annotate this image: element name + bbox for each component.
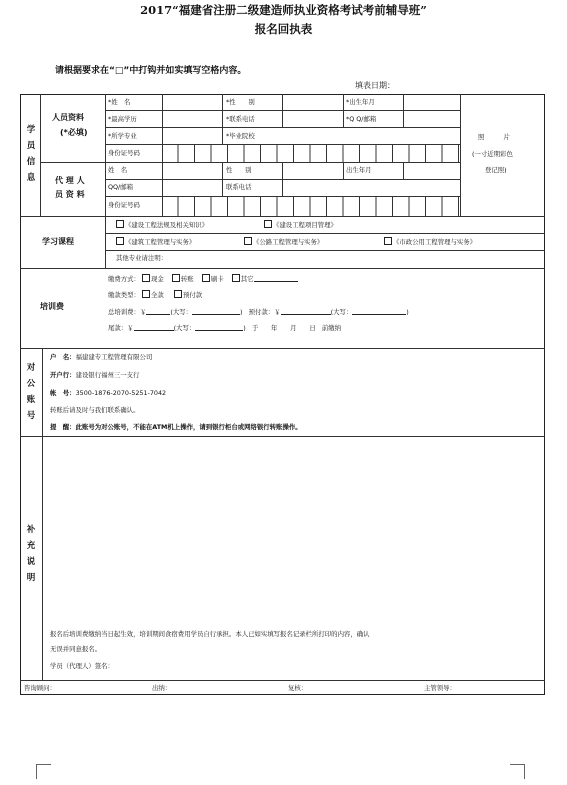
birth-label: *出生年月 [346, 98, 375, 106]
total-fee-row: 总培训费：￥ (大写： ) 预付款：￥ (大写： ) [108, 308, 409, 316]
divider [343, 162, 344, 179]
section-courses: 学习课程 [42, 237, 74, 246]
photo-note-2: 登记照) [485, 166, 507, 174]
personal-info-label: 人员资料 [52, 113, 84, 122]
divider [343, 94, 344, 127]
instruction-text: 请根据要求在“□”中打钩并如实填写空格内容。 [55, 66, 247, 76]
divider [20, 436, 545, 437]
account-name: 户 名：福建建专工程管理有限公司 [50, 353, 153, 361]
divider [20, 680, 545, 681]
photo-label: 照 片 [478, 133, 510, 141]
advisor-label: 咨询顾问： [24, 684, 56, 692]
signature-field[interactable]: 学员（代理人）签名： [50, 662, 114, 670]
divider [20, 348, 545, 349]
agent-info-label: 代 理 人 [55, 176, 85, 185]
payment-method: 缴费方式： 现金 转账 刷卡 其它 [108, 273, 298, 284]
card-option[interactable]: 刷卡 [202, 275, 224, 283]
section-student: 学 员 信 息 [26, 125, 36, 183]
account-number: 帐 号：3500-1876-2070-5251-7042 [50, 389, 167, 397]
corner-mark [510, 764, 525, 779]
divider [20, 268, 545, 269]
payment-type: 缴款类型： 全款 预付款 [108, 291, 203, 299]
divider [403, 162, 404, 179]
gender-label: *性 别 [226, 98, 255, 106]
reviewer-label: 复核： [288, 684, 308, 692]
section-account: 对 公 账 号 [26, 363, 36, 421]
divider [40, 94, 41, 216]
account-bank: 开户行：建设银行福州三一支行 [50, 371, 140, 379]
other-option[interactable]: 其它 [232, 275, 298, 283]
divider [105, 94, 106, 268]
name-label: *姓 名 [108, 98, 131, 106]
divider [20, 216, 545, 217]
deposit-option[interactable]: 预付款 [174, 291, 202, 299]
divider [105, 233, 545, 234]
divider [105, 127, 460, 128]
id-label: 身份证号码 [108, 149, 140, 157]
divider [105, 250, 545, 251]
agent-birth-label: 出生年月 [346, 166, 372, 174]
supervisor-label: 主管领导： [424, 684, 456, 692]
divider [403, 94, 404, 127]
transfer-option[interactable]: 转账 [172, 275, 194, 283]
agent-id-label: 身份证号码 [108, 201, 140, 209]
divider [222, 162, 223, 196]
full-payment-option[interactable]: 全款 [142, 291, 164, 299]
phone-label: *联系电话 [226, 115, 255, 123]
divider [222, 94, 223, 144]
page-title: 2017“福建省注册二级建造师执业资格考试考前辅导班” [140, 3, 427, 17]
divider [282, 94, 283, 127]
agent-phone-label: 联系电话 [226, 183, 252, 191]
course-option-5[interactable]: 《市政公用工程管理与实务》 [384, 237, 476, 247]
major-label: *所学专业 [108, 132, 137, 140]
agent-info-label-2: 员 资 料 [55, 190, 85, 199]
course-option-3[interactable]: 《建筑工程管理与实务》 [116, 237, 195, 247]
divider [282, 162, 283, 196]
account-reminder: 提 醒：此账号为对公账号，不能在ATM机上操作，请到银行柜台或网络银行转账操作。 [50, 423, 302, 431]
account-confirm: 转账后请及时与我们联系确认。 [50, 406, 140, 414]
section-fee: 培训费 [40, 302, 64, 311]
agent-name-label: 姓 名 [108, 166, 128, 174]
other-course-field[interactable]: 其他专业请注明： [116, 254, 168, 262]
agent-qq-label: QQ/邮箱 [108, 183, 133, 191]
divider [40, 162, 460, 163]
photo-note: (一寸近期彩色 [472, 150, 513, 158]
education-label: *最高学历 [108, 115, 137, 123]
form-title: 报名回执表 [254, 22, 313, 36]
remarks-text: 报名后培训费缴纳当日起生效，培训期间食宿费用学员自行承担。本人已如实填写报名记录栏所打印的内容，确认 [50, 630, 370, 638]
section-remarks: 补 充 说 明 [26, 525, 36, 583]
divider [460, 94, 461, 216]
remarks-text-2: 无误并同意报名。 [50, 645, 102, 653]
agent-id-number-cells[interactable] [162, 196, 460, 216]
school-label: *毕业院校 [226, 132, 255, 140]
required-note: (*必填) [60, 128, 88, 137]
divider [162, 94, 163, 144]
course-option-2[interactable]: 《建设工程项目管理》 [264, 220, 337, 230]
cash-option[interactable]: 现金 [142, 275, 164, 283]
qq-label: *Q Q/邮箱 [346, 115, 377, 123]
fill-date-label: 填表日期： [355, 81, 395, 90]
id-number-cells[interactable] [162, 144, 460, 162]
divider [162, 162, 163, 196]
balance-row: 尾款：￥ (大写： ) 于 年 月 日 前缴纳 [108, 324, 342, 332]
cashier-label: 出纳： [152, 684, 172, 692]
agent-gender-label: 性 别 [226, 166, 252, 174]
divider [42, 348, 43, 680]
corner-mark [36, 764, 51, 779]
course-option-4[interactable]: 《公路工程管理与实务》 [244, 237, 323, 247]
course-option-1[interactable]: 《建设工程法规及相关知识》 [116, 220, 208, 230]
